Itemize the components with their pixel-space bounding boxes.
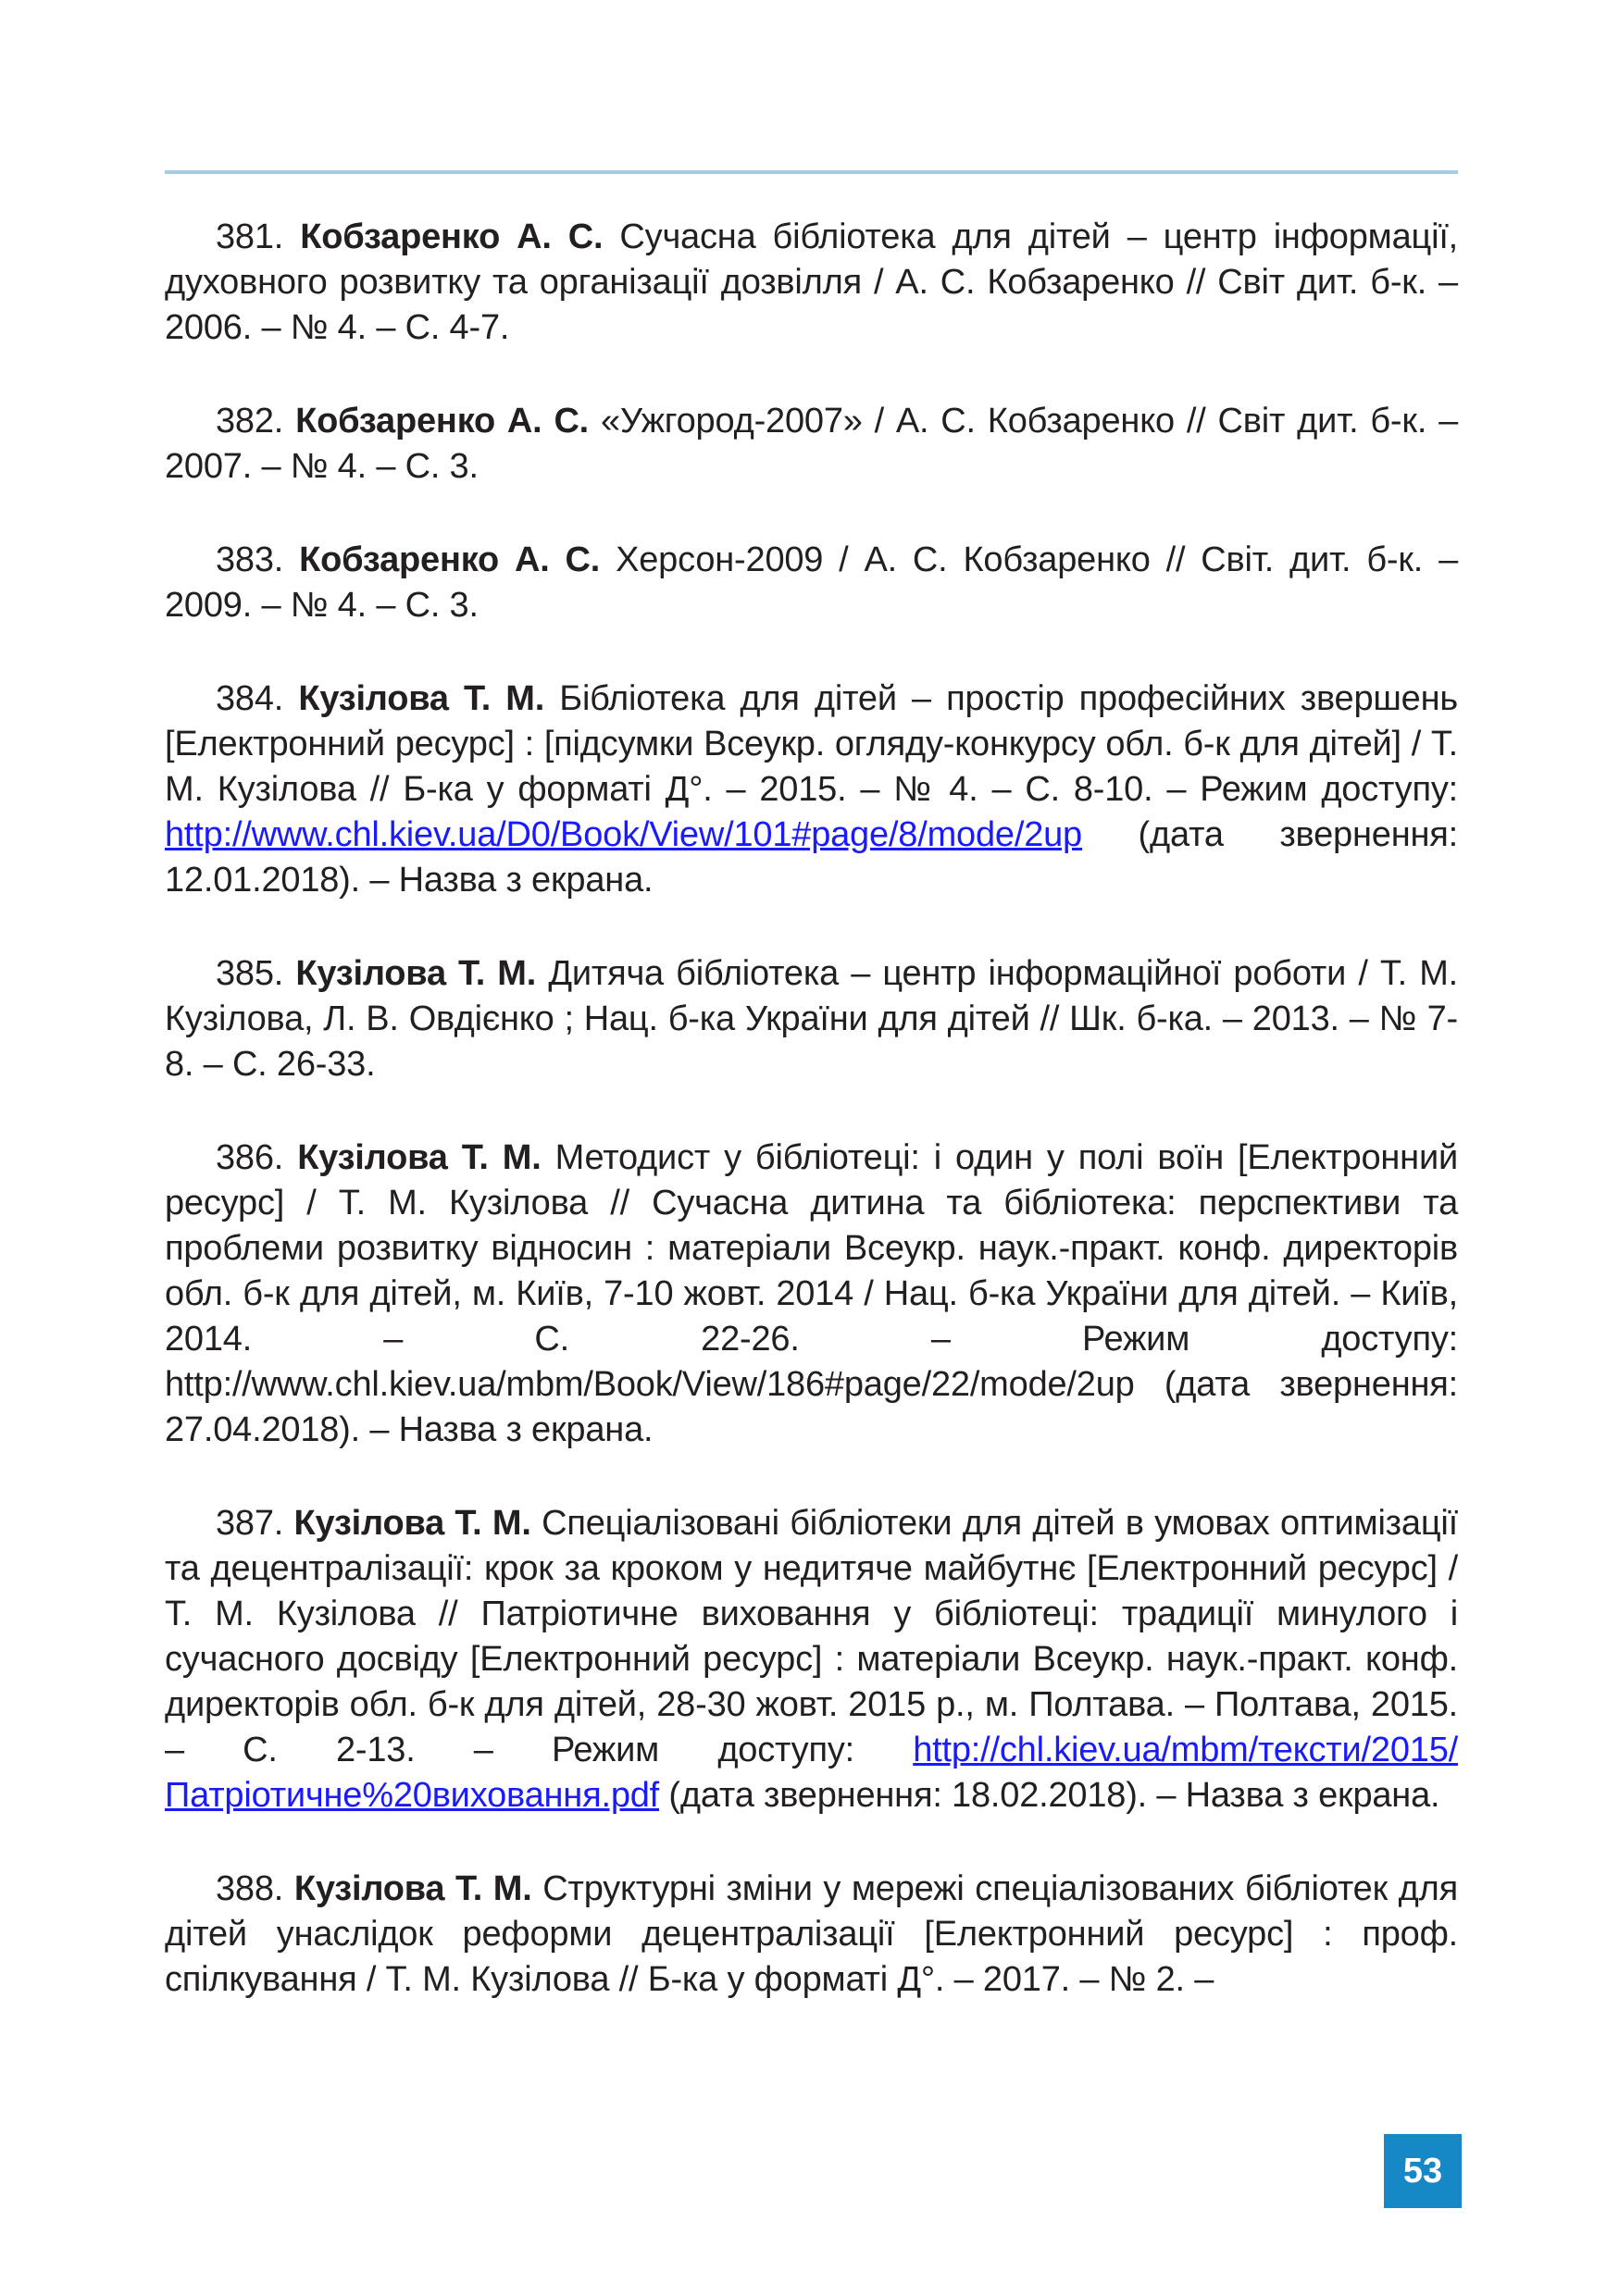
entry-access-date: (дата звернення: 12.01.2018). – Назва з екрана. bbox=[165, 815, 1458, 900]
entry-text: Дитяча бібліотека – центр інформаційної роботи / Т. М. Кузілова, Л. В. Овдієнко ; Нац. б-ка України для дітей // Шк. б-ка. – 2013. – № 7-8. – С. 26-33. bbox=[165, 954, 1459, 1084]
entry-text: Структурні зміни у мережі спеціалізованих бібліотек для дітей унаслідок реформи децентралізації [Електронний ресурс] : проф. спілкування / Т. М. Кузілова // Б-ка у форматі Д°. – 2017. – № 2. – bbox=[165, 1869, 1458, 1999]
entry-author: Кузілова Т. М. bbox=[297, 1138, 542, 1177]
entry-author: Кузілова Т. М. bbox=[298, 679, 545, 718]
entry-number: 385. bbox=[216, 954, 284, 993]
entry-url-link[interactable]: http://chl.kiev.ua/mbm/тексти/2015/Патріотичне%20виховання.pdf bbox=[165, 1731, 1458, 1815]
bibliography-entry-384 bbox=[165, 676, 1458, 903]
bibliography-entry-387 bbox=[165, 1501, 1458, 1818]
bibliography-entry-385 bbox=[165, 951, 1458, 1087]
entry-author: Кобзаренко А. С. bbox=[295, 402, 590, 441]
bibliography-list bbox=[165, 215, 1458, 2051]
entry-access-date: (дата звернення: 18.02.2018). – Назва з екрана. bbox=[668, 1776, 1440, 1815]
entry-author: Кузілова Т. М. bbox=[295, 954, 537, 993]
bibliography-entry-381 bbox=[165, 215, 1458, 351]
entry-number: 388. bbox=[216, 1869, 284, 1908]
header-rule bbox=[165, 170, 1458, 174]
bibliography-entry-388 bbox=[165, 1867, 1458, 2003]
bibliography-entry-386 bbox=[165, 1136, 1458, 1453]
entry-author: Кузілова Т. М. bbox=[293, 1869, 532, 1908]
entry-number: 381. bbox=[216, 217, 284, 256]
entry-text: Методист у бібліотеці: і один у полі воїн [Електронний ресурс] / Т. М. Кузілова // Сучасна дитина та бібліотека: перспективи та проблеми розвитку відносин : матеріали Всеукр. наук.-практ. конф. директорів обл. б-к для дітей, м. Київ, 7-10 жовт. 2014 / Нац. б-ка України для дітей. – Київ, 2014. – С. 22-26. – Режим доступу: http://www.chl.kiev.ua/mbm/Book/View/186#page/22/mode/2up (дата звернення: 27.04.2018). – Назва з екрана. bbox=[165, 1138, 1458, 1449]
entry-number: 383. bbox=[216, 540, 284, 579]
entry-number: 384. bbox=[216, 679, 284, 718]
entry-author: Кобзаренко А. С. bbox=[300, 217, 604, 256]
entry-text: «Ужгород-2007» / А. С. Кобзаренко // Світ дит. б-к. – 2007. – № 4. – С. 3. bbox=[165, 402, 1459, 486]
entry-number: 382. bbox=[216, 402, 284, 441]
entry-author: Кобзаренко А. С. bbox=[299, 540, 601, 579]
entry-text: Бібліотека для дітей – простір професійних звершень [Електронний ресурс] : [підсумки Всеукр. огляду-конкурсу обл. б-к для дітей] / Т. М. Кузілова // Б-ка у форматі Д°. – 2015. – № 4. – С. 8-10. – Режим доступу: bbox=[165, 679, 1458, 809]
entry-text: Спеціалізовані бібліотеки для дітей в умовах оптимізації та децентралізації: крок за кроком у недитяче майбутнє [Електронний ресурс] / Т. М. Кузілова // Патріотичне виховання у бібліотеці: традиції минулого і сучасного досвіду [Електронний ресурс] : матеріали Всеукр. наук.-практ. конф. директорів обл. б-к для дітей, 28-30 жовт. 2015 р., м. Полтава. – Полтава, 2015. – С. 2-13. – Режим доступу: bbox=[165, 1504, 1459, 1769]
entry-text: Сучасна бібліотека для дітей – центр інформації, духовного розвитку та організації дозвілля / А. С. Кобзаренко // Світ дит. б-к. – 2006. – № 4. – С. 4-7. bbox=[165, 217, 1459, 347]
entry-number: 386. bbox=[216, 1138, 284, 1177]
entry-author: Кузілова Т. М. bbox=[293, 1504, 531, 1543]
bibliography-entry-383 bbox=[165, 538, 1458, 628]
entry-url-link[interactable]: http://www.chl.kiev.ua/D0/Book/View/101#page/8/mode/2up bbox=[165, 815, 1082, 854]
page-number-badge: 53 bbox=[1384, 2134, 1462, 2208]
entry-text: Херсон-2009 / А. С. Кобзаренко // Світ. дит. б-к. – 2009. – № 4. – С. 3. bbox=[165, 540, 1459, 625]
bibliography-entry-382 bbox=[165, 399, 1458, 490]
entry-number: 387. bbox=[216, 1504, 284, 1543]
